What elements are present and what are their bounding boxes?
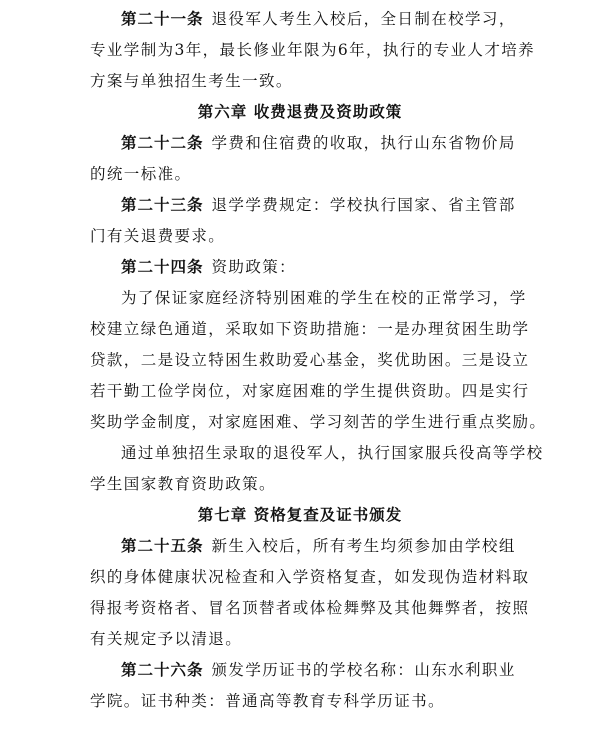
article-24-para-1-line-2: 校建立绿色通道，采取如下资助措施：一是办理贫困生助学 [90,320,530,338]
article-22-label: 第二十二条 [121,134,204,152]
article-24-para-2-line-2: 学生国家教育资助政策。 [90,475,276,493]
article-25-line-4: 有关规定予以清退。 [90,630,243,648]
article-26-line-1 [121,660,516,680]
article-26-text: 颁发学历证书的学校名称：山东水利职业 [211,661,516,679]
article-24-label: 第二十四条 [121,258,204,276]
article-23-line-2: 门有关退费要求。 [90,227,226,245]
article-24-para-1-line-1: 为了保证家庭经济特别困难的学生在校的正常学习，学 [121,289,527,307]
article-24-para-1-line-4: 若干勤工俭学岗位，对家庭困难的学生提供资助。四是实行 [90,382,530,400]
article-25-line-2: 织的身体健康状况检查和入学资格复查，如发现伪造材料取 [90,568,530,586]
chapter-6-heading: 第六章 收费退费及资助政策 [197,103,403,121]
article-26-label: 第二十六条 [121,661,204,679]
chapter-7-heading: 第七章 资格复查及证书颁发 [197,506,403,524]
article-21-line-1 [121,9,516,29]
article-25-line-3: 得报考资格者、冒名顶替者或体检舞弊及其他舞弊者，按照 [90,599,530,617]
article-23-label: 第二十三条 [121,196,204,214]
article-22-text: 学费和住宿费的收取，执行山东省物价局 [211,134,516,152]
article-21-line-2: 专业学制为3年，最长修业年限为6年，执行的专业人才培养 [90,41,536,59]
article-23-text: 退学学费规定：学校执行国家、省主管部 [211,196,516,214]
article-23-line-1 [121,195,516,215]
article-24-line-1 [121,257,510,277]
article-24-text: 资助政策： [211,258,297,276]
article-24-para-2-line-1: 通过单独招生录取的退役军人，执行国家服兵役高等学校 [121,444,544,462]
article-24-para-1-line-5: 奖助学金制度，对家庭困难、学习刻苦的学生进行重点奖励。 [90,413,547,431]
article-26-line-2: 学院。证书种类：普通高等教育专科学历证书。 [90,692,445,710]
article-21-text: 退役军人考生入校后，全日制在校学习， [211,10,516,28]
article-24-para-1-line-3: 贷款，二是设立特困生救助爱心基金，奖优助困。三是设立 [90,351,530,369]
article-25-label: 第二十五条 [121,537,204,555]
article-22-line-1 [121,133,516,153]
article-25-text: 新生入校后，所有考生均须参加由学校组 [211,537,516,555]
article-21-label: 第二十一条 [121,10,204,28]
article-21-line-3: 方案与单独招生考生一致。 [90,72,293,90]
article-22-line-2: 的统一标准。 [90,165,192,183]
article-25-line-1 [121,536,516,556]
